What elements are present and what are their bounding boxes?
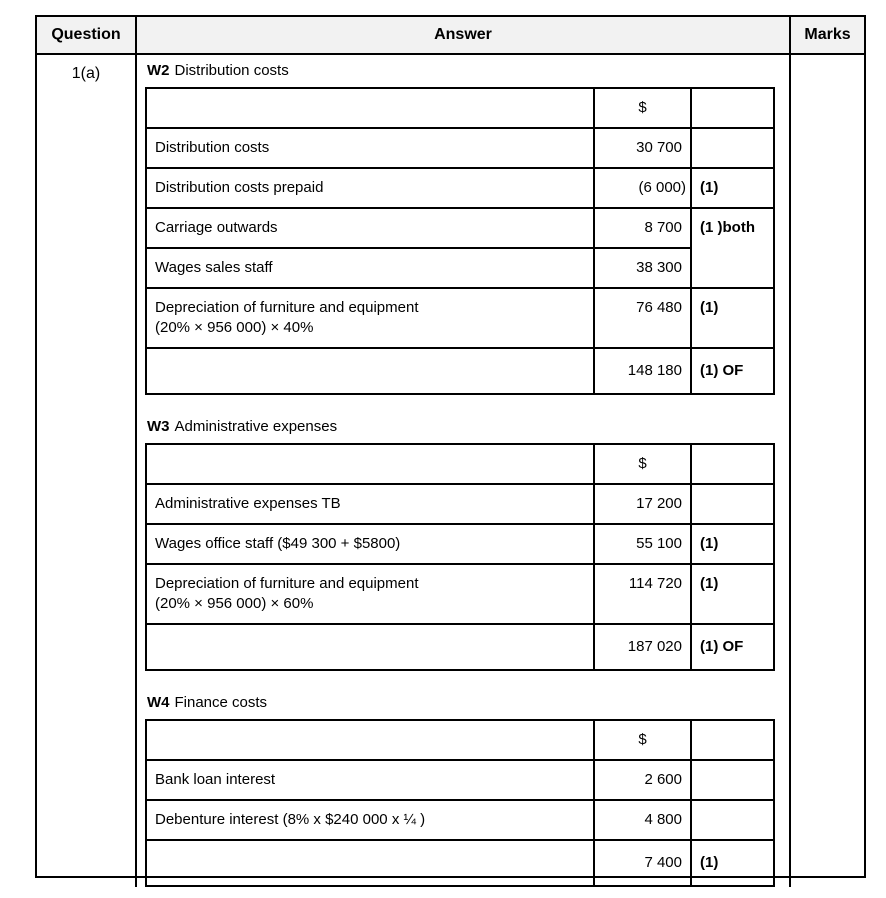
total-mark: (1) OF [691, 348, 774, 394]
working-w2-table [145, 87, 775, 395]
row-amount: (6 000) [594, 168, 691, 208]
total-amount: 7 400 [594, 840, 691, 886]
total-amount: 187 020 [594, 624, 691, 670]
row-label [146, 624, 594, 670]
mark-cell [691, 720, 774, 760]
working-w3-heading [147, 417, 789, 437]
working-w2-title: Distribution costs [174, 62, 289, 79]
row-label: Carriage outwards [146, 208, 594, 248]
working-w2 [145, 61, 789, 395]
table-header-row [37, 17, 864, 55]
working-w2-heading [147, 61, 789, 81]
currency-symbol: $ [594, 720, 691, 760]
row-label [146, 840, 594, 886]
currency-header-spacer [146, 444, 594, 484]
table-row [146, 800, 774, 840]
row-mark: (1) [691, 524, 774, 564]
row-label: Wages sales staff [146, 248, 594, 288]
table-row [146, 248, 774, 288]
working-w4-table [145, 719, 775, 887]
row-amount: 55 100 [594, 524, 691, 564]
row-label-line1: Depreciation of furniture and equipment [155, 575, 419, 592]
row-label: Bank loan interest [146, 760, 594, 800]
currency-header-spacer [146, 88, 594, 128]
row-label: Distribution costs prepaid [146, 168, 594, 208]
working-w3-title: Administrative expenses [174, 418, 338, 435]
table-row [146, 208, 774, 248]
row-amount: 114 720 [594, 564, 691, 624]
table-row [146, 444, 774, 484]
row-mark [691, 800, 774, 840]
table-row [146, 720, 774, 760]
answer-header-cell: Answer [137, 17, 791, 53]
row-label-line2: (20% × 956 000) × 60% [155, 595, 314, 612]
table-row [146, 288, 774, 348]
total-row [146, 624, 774, 670]
working-w3-code: W3 [147, 418, 170, 435]
table-row [146, 168, 774, 208]
row-label: Administrative expenses TB [146, 484, 594, 524]
mark-cell [691, 444, 774, 484]
row-label-line1: Depreciation of furniture and equipment [155, 299, 419, 316]
table-body-row [37, 55, 864, 887]
row-label-line2: (20% × 956 000) × 40% [155, 319, 314, 336]
working-w2-code: W2 [147, 62, 170, 79]
table-row [146, 760, 774, 800]
table-row [146, 88, 774, 128]
row-amount: 38 300 [594, 248, 691, 288]
marks-cell [791, 55, 864, 887]
currency-symbol: $ [594, 88, 691, 128]
table-row [146, 128, 774, 168]
working-w4 [145, 693, 789, 887]
total-amount: 148 180 [594, 348, 691, 394]
working-w4-heading [147, 693, 789, 713]
row-mark [691, 128, 774, 168]
table-row [146, 524, 774, 564]
row-mark-merged: (1 )both [691, 208, 774, 288]
row-label: Wages office staff ($49 300 + $5800) [146, 524, 594, 564]
table-row [146, 484, 774, 524]
currency-header-spacer [146, 720, 594, 760]
currency-symbol: $ [594, 444, 691, 484]
mark-scheme-table [35, 15, 866, 878]
marks-header-cell: Marks [804, 26, 851, 43]
row-label: Distribution costs [146, 128, 594, 168]
total-row [146, 348, 774, 394]
working-w4-title: Finance costs [174, 694, 268, 711]
row-label: Debenture interest (8% x $240 000 x ¼ ) [146, 800, 594, 840]
total-mark: (1) OF [691, 624, 774, 670]
row-mark: (1) [691, 168, 774, 208]
working-w4-code: W4 [147, 694, 170, 711]
working-w3-table [145, 443, 775, 671]
row-amount: 76 480 [594, 288, 691, 348]
total-mark: (1) [691, 840, 774, 886]
row-label [146, 348, 594, 394]
row-mark [691, 484, 774, 524]
row-amount: 2 600 [594, 760, 691, 800]
row-amount: 4 800 [594, 800, 691, 840]
mark-cell [691, 88, 774, 128]
row-amount: 8 700 [594, 208, 691, 248]
working-w3 [145, 417, 789, 671]
answer-cell [137, 55, 791, 887]
row-amount: 30 700 [594, 128, 691, 168]
table-row [146, 564, 774, 624]
row-label [146, 288, 594, 348]
question-header-cell: Question [37, 17, 137, 53]
row-amount: 17 200 [594, 484, 691, 524]
row-mark: (1) [691, 564, 774, 624]
question-number: 1(a) [37, 55, 137, 887]
row-label [146, 564, 594, 624]
row-mark [691, 760, 774, 800]
total-row [146, 840, 774, 886]
row-mark: (1) [691, 288, 774, 348]
